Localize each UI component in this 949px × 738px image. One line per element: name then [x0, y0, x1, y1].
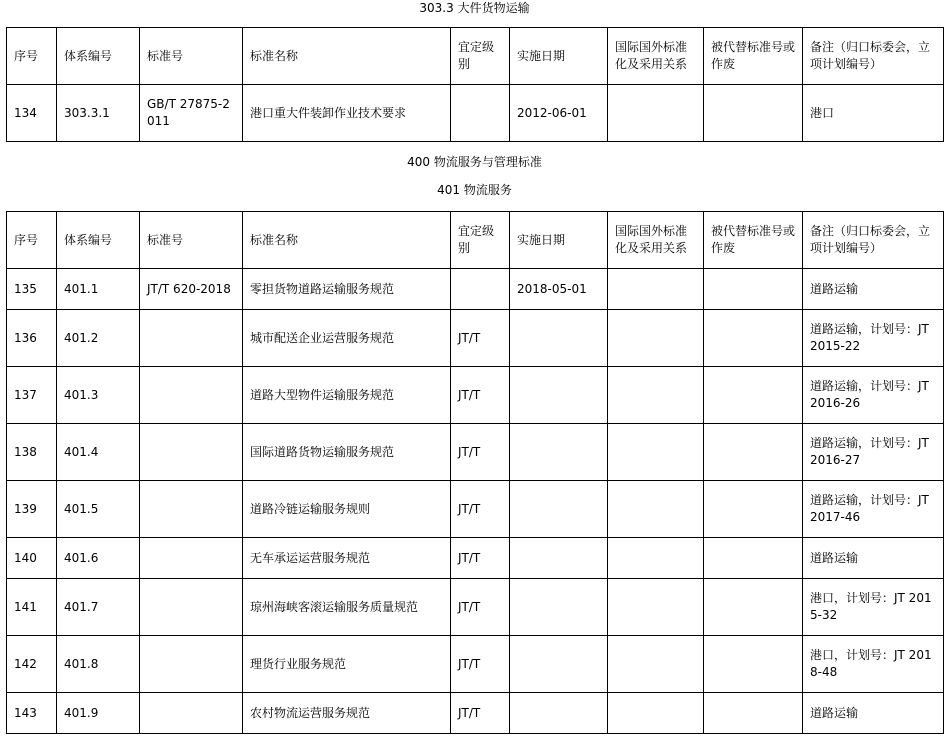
cell-impl-date — [510, 310, 608, 367]
table-row — [7, 424, 944, 481]
cell-level — [451, 85, 510, 142]
header-standard-no: 标准号 — [140, 28, 243, 85]
cell-level: JT/T — [451, 693, 510, 734]
cell-standard-name: 城市配送企业运营服务规范 — [243, 310, 451, 367]
cell-seq: 141 — [7, 579, 57, 636]
header-remarks: 备注（归口标委会，立项计划编号） — [803, 212, 944, 269]
cell-standard-no — [140, 693, 243, 734]
cell-standard-no — [140, 579, 243, 636]
cell-international — [608, 693, 704, 734]
cell-replaced — [704, 424, 803, 481]
cell-international — [608, 636, 704, 693]
cell-impl-date: 2018-05-01 — [510, 269, 608, 310]
cell-standard-name: 国际道路货物运输服务规范 — [243, 424, 451, 481]
cell-standard-no — [140, 481, 243, 538]
cell-seq: 137 — [7, 367, 57, 424]
table-row — [7, 481, 944, 538]
cell-replaced — [704, 538, 803, 579]
cell-standard-no — [140, 310, 243, 367]
cell-impl-date — [510, 579, 608, 636]
cell-remarks: 道路运输，计划号：JT 2017-46 — [803, 481, 944, 538]
cell-remarks: 道路运输 — [803, 693, 944, 734]
standards-table-303-3 — [6, 27, 944, 142]
cell-seq: 136 — [7, 310, 57, 367]
cell-remarks: 道路运输，计划号：JT 2016-27 — [803, 424, 944, 481]
table-row — [7, 636, 944, 693]
table-row — [7, 693, 944, 734]
cell-remarks: 道路运输，计划号：JT 2016-26 — [803, 367, 944, 424]
cell-level: JT/T — [451, 481, 510, 538]
table-row — [7, 579, 944, 636]
header-standard-name: 标准名称 — [243, 28, 451, 85]
cell-impl-date — [510, 636, 608, 693]
cell-impl-date: 2012-06-01 — [510, 85, 608, 142]
section-title-401: 401 物流服务 — [437, 183, 512, 197]
standards-table-401 — [6, 211, 944, 734]
cell-system-no: 401.3 — [57, 367, 140, 424]
cell-international — [608, 481, 704, 538]
cell-international — [608, 310, 704, 367]
cell-impl-date — [510, 538, 608, 579]
cell-replaced — [704, 636, 803, 693]
header-impl-date: 实施日期 — [510, 212, 608, 269]
header-international: 国际国外标准化及采用关系 — [608, 28, 704, 85]
cell-standard-name: 零担货物道路运输服务规范 — [243, 269, 451, 310]
cell-standard-name: 港口重大件装卸作业技术要求 — [243, 85, 451, 142]
header-system-no: 体系编号 — [57, 28, 140, 85]
cell-seq: 142 — [7, 636, 57, 693]
cell-system-no: 401.7 — [57, 579, 140, 636]
cell-system-no: 401.5 — [57, 481, 140, 538]
table-row — [7, 85, 944, 142]
header-replaced: 被代替标准号或作废 — [704, 28, 803, 85]
header-system-no: 体系编号 — [57, 212, 140, 269]
table-header-row — [7, 28, 944, 85]
cell-level: JT/T — [451, 538, 510, 579]
header-remarks: 备注（归口标委会，立项计划编号） — [803, 28, 944, 85]
cell-remarks: 港口 — [803, 85, 944, 142]
cell-standard-no — [140, 367, 243, 424]
header-level: 宜定级别 — [451, 28, 510, 85]
cell-standard-no — [140, 538, 243, 579]
cell-replaced — [704, 310, 803, 367]
table-row — [7, 310, 944, 367]
table-row — [7, 538, 944, 579]
cell-replaced — [704, 579, 803, 636]
cell-impl-date — [510, 367, 608, 424]
cell-seq: 134 — [7, 85, 57, 142]
cell-international — [608, 367, 704, 424]
cell-international — [608, 538, 704, 579]
section-title-303-3: 303.3 大件货物运输 — [419, 1, 530, 15]
header-replaced: 被代替标准号或作废 — [704, 212, 803, 269]
cell-system-no: 401.8 — [57, 636, 140, 693]
cell-replaced — [704, 481, 803, 538]
cell-seq: 139 — [7, 481, 57, 538]
cell-seq: 138 — [7, 424, 57, 481]
cell-standard-name: 道路大型物件运输服务规范 — [243, 367, 451, 424]
cell-impl-date — [510, 481, 608, 538]
cell-level: JT/T — [451, 424, 510, 481]
cell-standard-name: 农村物流运营服务规范 — [243, 693, 451, 734]
section-title-400: 400 物流服务与管理标准 — [407, 155, 542, 169]
cell-replaced — [704, 85, 803, 142]
cell-standard-name: 理货行业服务规范 — [243, 636, 451, 693]
cell-remarks: 道路运输 — [803, 538, 944, 579]
cell-seq: 140 — [7, 538, 57, 579]
cell-system-no: 401.6 — [57, 538, 140, 579]
cell-impl-date — [510, 424, 608, 481]
cell-replaced — [704, 693, 803, 734]
cell-international — [608, 424, 704, 481]
header-seq: 序号 — [7, 28, 57, 85]
cell-standard-no — [140, 424, 243, 481]
cell-replaced — [704, 269, 803, 310]
cell-remarks: 港口，计划号：JT 2018-48 — [803, 636, 944, 693]
cell-level: JT/T — [451, 636, 510, 693]
cell-replaced — [704, 367, 803, 424]
cell-system-no: 401.4 — [57, 424, 140, 481]
cell-system-no: 401.2 — [57, 310, 140, 367]
cell-international — [608, 85, 704, 142]
cell-international — [608, 269, 704, 310]
header-seq: 序号 — [7, 212, 57, 269]
table-row — [7, 367, 944, 424]
header-international: 国际国外标准化及采用关系 — [608, 212, 704, 269]
cell-system-no: 401.9 — [57, 693, 140, 734]
cell-impl-date — [510, 693, 608, 734]
cell-level: JT/T — [451, 310, 510, 367]
header-impl-date: 实施日期 — [510, 28, 608, 85]
cell-international — [608, 579, 704, 636]
cell-standard-name: 琼州海峡客滚运输服务质量规范 — [243, 579, 451, 636]
cell-seq: 135 — [7, 269, 57, 310]
cell-seq: 143 — [7, 693, 57, 734]
table-row — [7, 269, 944, 310]
header-standard-name: 标准名称 — [243, 212, 451, 269]
cell-system-no: 303.3.1 — [57, 85, 140, 142]
cell-standard-name: 道路冷链运输服务规则 — [243, 481, 451, 538]
cell-system-no: 401.1 — [57, 269, 140, 310]
cell-standard-no — [140, 636, 243, 693]
cell-remarks: 港口，计划号：JT 2015-32 — [803, 579, 944, 636]
cell-remarks: 道路运输 — [803, 269, 944, 310]
cell-standard-no: JT/T 620-2018 — [140, 269, 243, 310]
header-level: 宜定级别 — [451, 212, 510, 269]
cell-level: JT/T — [451, 579, 510, 636]
header-standard-no: 标准号 — [140, 212, 243, 269]
cell-remarks: 道路运输，计划号：JT 2015-22 — [803, 310, 944, 367]
cell-level — [451, 269, 510, 310]
cell-standard-name: 无车承运运营服务规范 — [243, 538, 451, 579]
cell-standard-no: GB/T 27875-2011 — [140, 85, 243, 142]
cell-level: JT/T — [451, 367, 510, 424]
table-header-row — [7, 212, 944, 269]
